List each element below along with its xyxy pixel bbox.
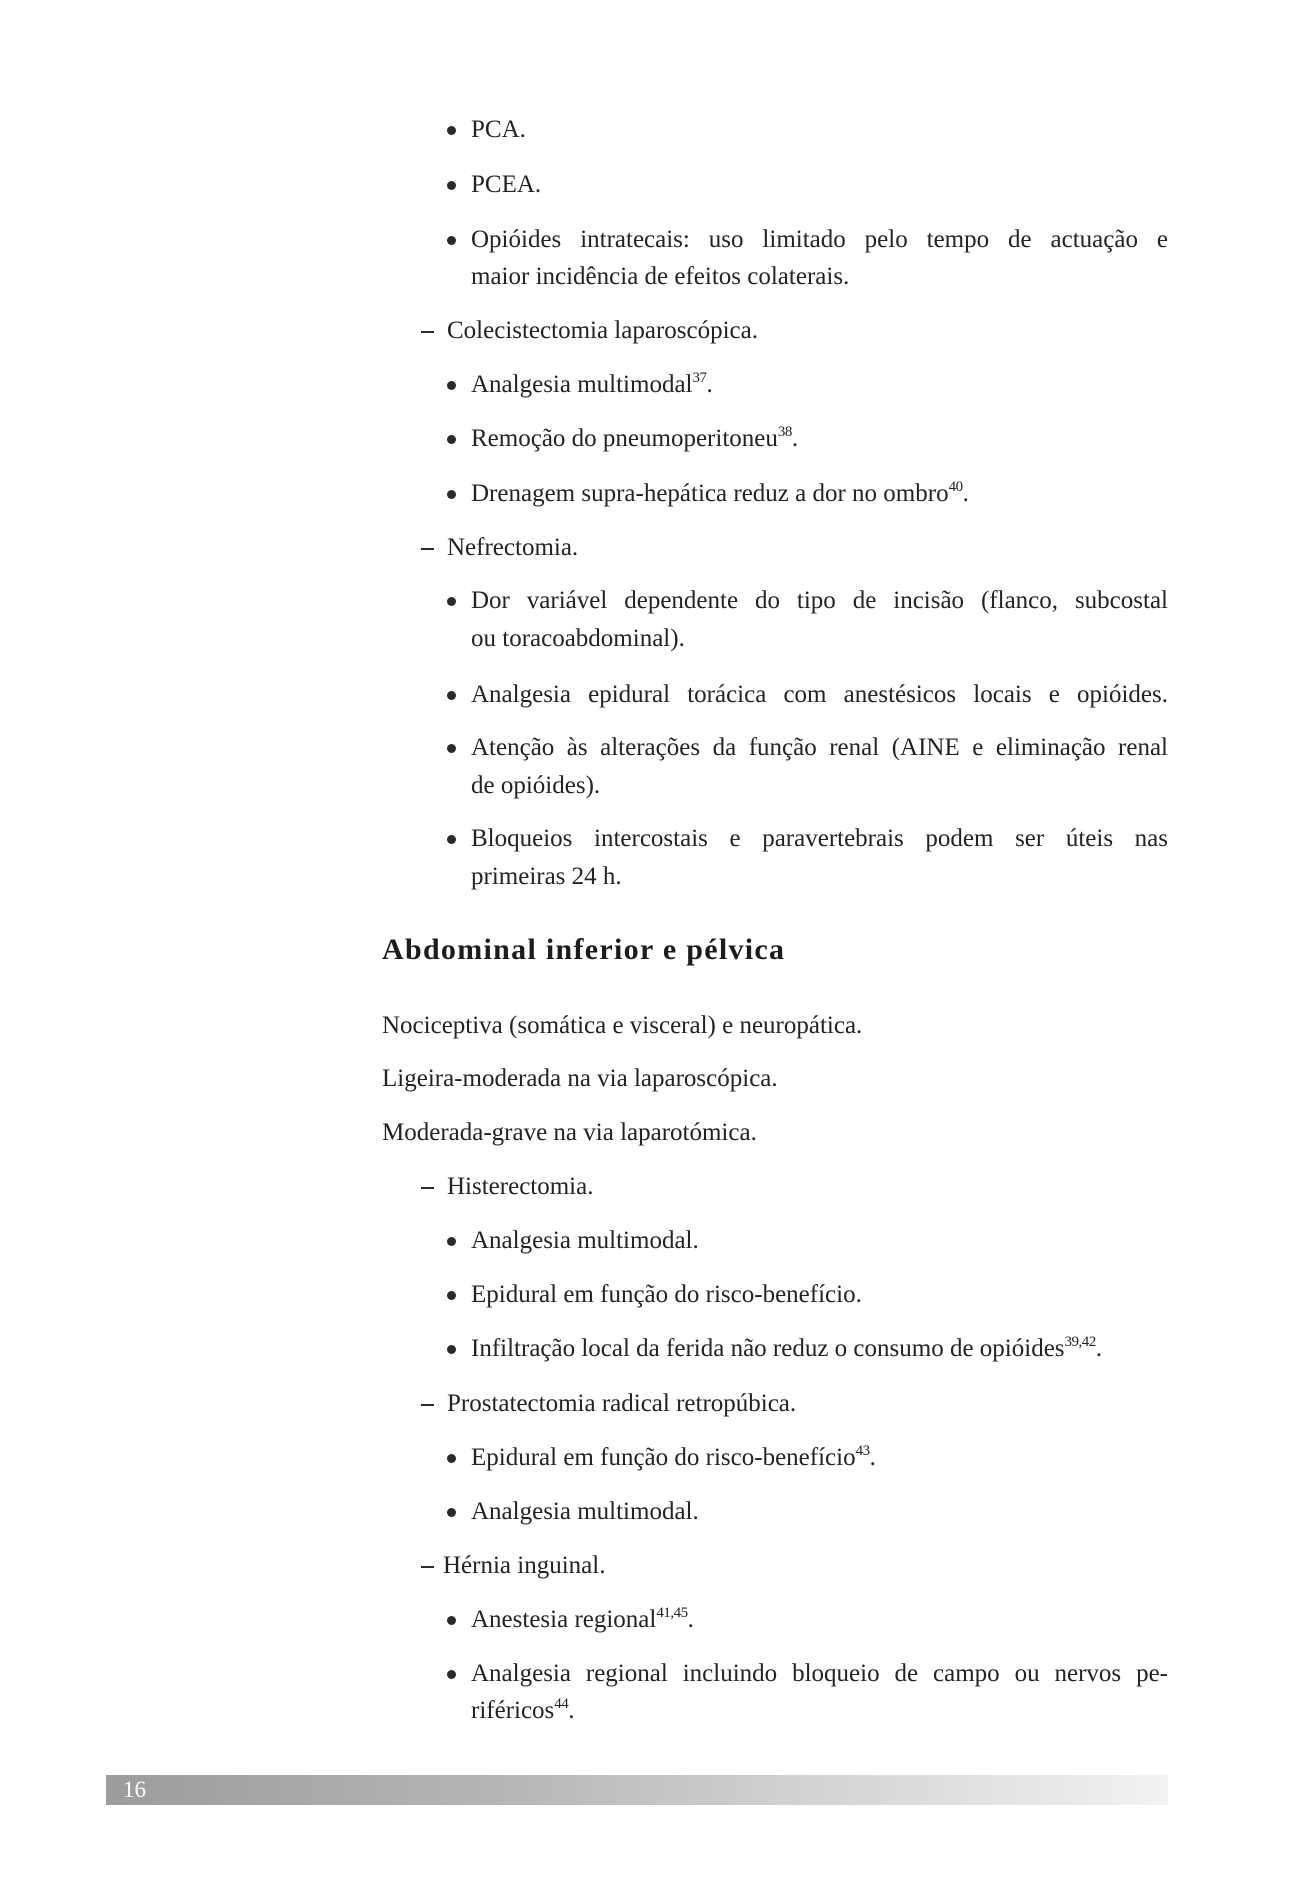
list-item-text — [471, 1330, 1168, 1367]
page-number: 16 — [123, 1777, 146, 1802]
list-item-text-line: primeiras 24 h. — [471, 863, 622, 890]
dash-icon — [420, 1385, 434, 1422]
bullet-icon — [446, 1655, 458, 1692]
reference-superscript: 43 — [855, 1443, 870, 1459]
paragraph: Moderada-grave na via laparotómica. — [382, 1119, 757, 1146]
bullet-icon — [446, 729, 458, 766]
bullet-icon — [446, 1493, 458, 1530]
bullet-icon — [446, 221, 458, 258]
bullet-icon — [446, 1222, 458, 1259]
section-heading: Abdominal inferior e pélvica — [382, 933, 786, 966]
dash-icon — [420, 312, 434, 349]
list-item-text-line: ou toracoabdominal). — [471, 625, 685, 652]
list-item-text: PCEA. — [471, 171, 542, 198]
bullet-icon — [446, 820, 458, 857]
bullet-icon — [446, 1330, 458, 1367]
bullet-icon — [446, 1439, 458, 1476]
list-item-text — [471, 420, 1168, 457]
item-text: Remoção do pneumoperitoneu — [471, 425, 778, 452]
list-item-text-line — [471, 1692, 1168, 1729]
item-text: Epidural em função do risco-benefício — [471, 1444, 856, 1471]
item-text: Infiltração local da ferida não reduz o consumo de opióides — [471, 1335, 1065, 1362]
list-item-text-line: Opióides intratecais: uso limitado pelo tempo de actuação e — [471, 226, 1168, 253]
item-text: Analgesia multimodal — [471, 371, 693, 398]
item-text: Drenagem supra-hepática reduz a dor no ombro — [471, 480, 949, 507]
list-item-text-line: Bloqueios intercostais e paravertebrais podem ser úteis nas — [471, 825, 1168, 852]
item-text: Anestesia regional — [471, 1606, 657, 1633]
sublist-heading: Hérnia inguinal. — [443, 1552, 606, 1579]
list-item-text-line: Dor variável dependente do tipo de incisão (flanco, subcostal — [471, 587, 1168, 614]
list-item-text-line: Analgesia regional incluindo bloqueio de campo ou nervos pe- — [471, 1660, 1168, 1687]
reference-superscript: 37 — [692, 370, 707, 386]
item-punct: . — [962, 480, 969, 507]
list-item-text: Epidural em função do risco-benefício. — [471, 1281, 862, 1308]
bullet-icon — [446, 420, 458, 457]
reference-superscript: 40 — [948, 479, 963, 495]
list-item-text-line: maior incidência de efeitos colaterais. — [471, 263, 850, 290]
sublist-heading: Histerectomia. — [447, 1173, 594, 1200]
list-item-text — [471, 1439, 1168, 1476]
bullet-icon — [446, 676, 458, 713]
bullet-icon — [446, 366, 458, 403]
item-punct: . — [687, 1606, 694, 1633]
item-punct: . — [568, 1697, 575, 1724]
dash-icon — [420, 1547, 434, 1584]
dash-icon — [420, 1168, 434, 1205]
list-item-text-line: Atenção às alterações da função renal (AINE e eliminação renal — [471, 734, 1168, 761]
item-punct: . — [1095, 1335, 1103, 1362]
sublist-heading: Prostatectomia radical retropúbica. — [447, 1390, 797, 1417]
list-item-text: Analgesia multimodal. — [471, 1227, 699, 1254]
paragraph: Ligeira-moderada na via laparoscópica. — [382, 1065, 778, 1092]
reference-superscript: 38 — [777, 424, 792, 440]
list-item-text — [471, 1601, 1168, 1638]
sublist-heading: Nefrectomia. — [447, 534, 579, 561]
dash-icon — [420, 529, 434, 566]
paragraph: Nociceptiva (somática e visceral) e neuropática. — [382, 1012, 863, 1039]
bullet-icon — [446, 111, 458, 148]
bullet-icon — [446, 582, 458, 619]
footer-bar — [106, 1775, 1168, 1805]
list-item-text: Analgesia epidural torácica com anestésicos locais e opióides. — [471, 681, 1168, 708]
bullet-icon — [446, 166, 458, 203]
bullet-icon — [446, 1601, 458, 1638]
item-punct: . — [791, 425, 799, 452]
list-item-text — [471, 366, 1168, 403]
reference-superscript: 41,45 — [656, 1605, 688, 1621]
list-item-text-line: de opióides). — [471, 772, 601, 799]
reference-superscript: 44 — [554, 1696, 569, 1712]
item-text: riféricos — [471, 1697, 555, 1724]
item-punct: . — [869, 1444, 876, 1471]
reference-superscript: 39,42 — [1064, 1334, 1096, 1350]
list-item-text: PCA. — [471, 116, 526, 143]
bullet-icon — [446, 1276, 458, 1313]
list-item-text: Analgesia multimodal. — [471, 1498, 699, 1525]
bullet-icon — [446, 475, 458, 512]
list-item-text — [471, 475, 1168, 512]
sublist-heading: Colecistectomia laparoscópica. — [447, 317, 758, 344]
item-punct: . — [706, 371, 713, 398]
